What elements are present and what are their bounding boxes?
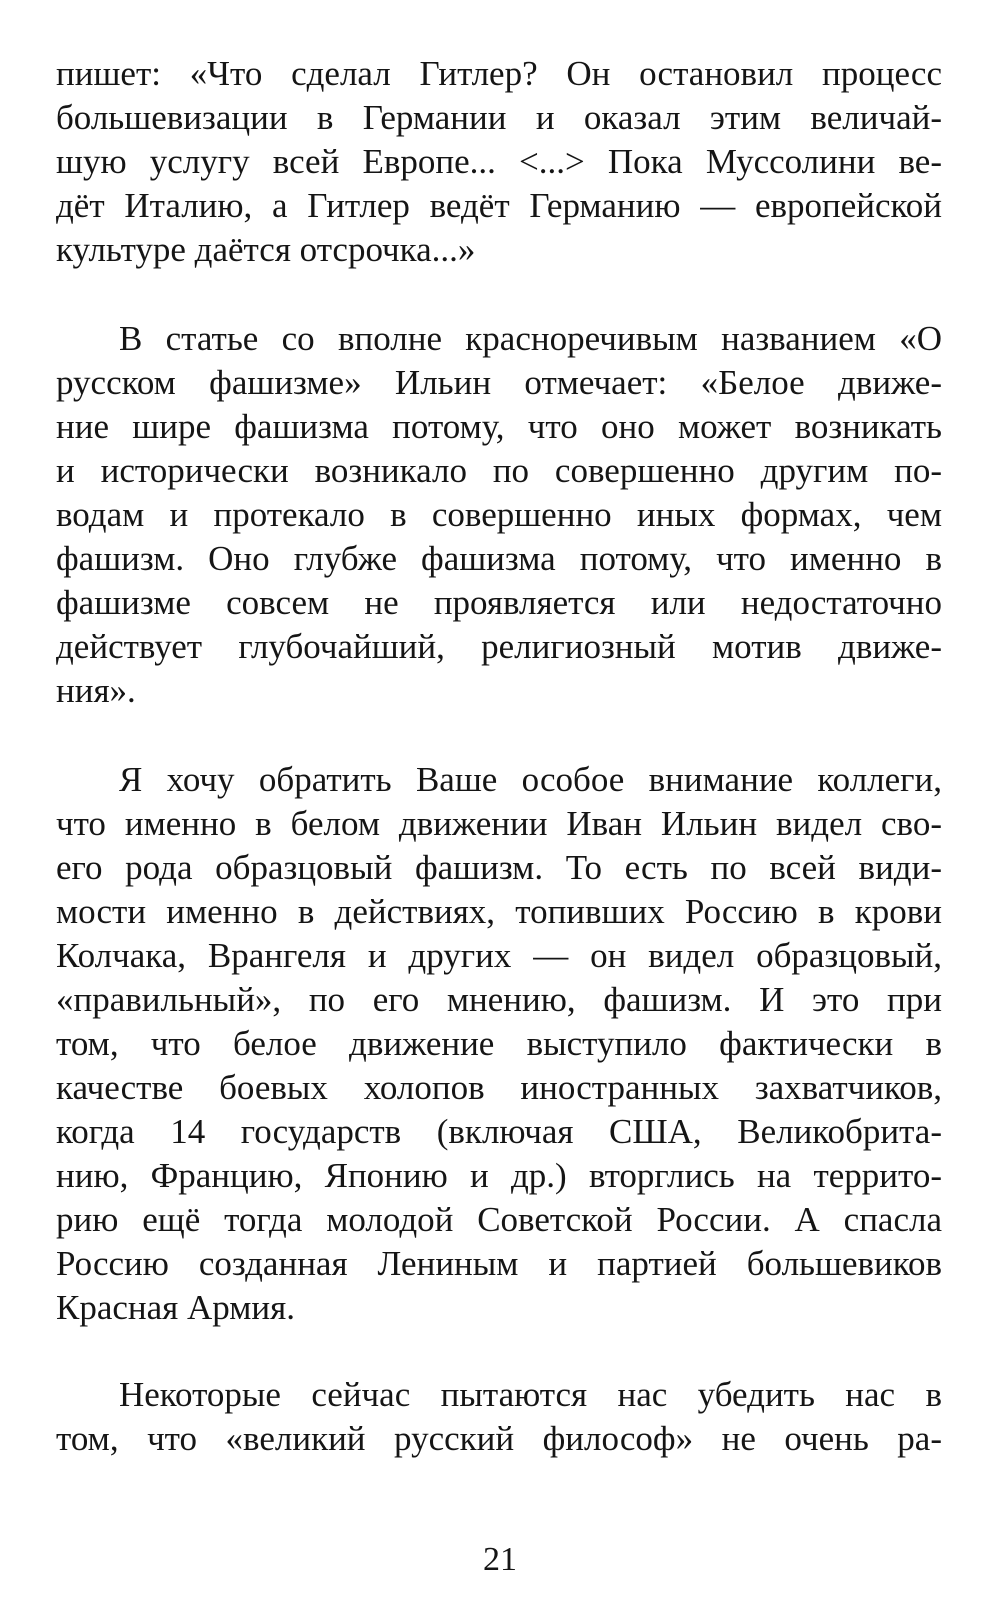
text-line: нию, Францию, Японию и др.) вторглись на террито- bbox=[56, 1156, 942, 1195]
text-line: «правильный», по его мнению, фашизм. И это при bbox=[56, 980, 942, 1019]
text-line: ния». bbox=[56, 671, 136, 710]
text-line: качестве боевых холопов иностранных захватчиков, bbox=[56, 1068, 942, 1107]
text-line: и исторически возникало по совершенно другим по- bbox=[56, 451, 942, 490]
page-number: 21 bbox=[483, 1541, 517, 1578]
text-line: том, что «великий русский философ» не очень ра- bbox=[56, 1419, 942, 1458]
text-line: что именно в белом движении Иван Ильин видел сво- bbox=[56, 804, 942, 843]
text-line: Колчака, Врангеля и других — он видел образцовый, bbox=[56, 936, 942, 975]
text-line: В статье со вполне красноречивым названием «О bbox=[119, 319, 942, 358]
text-line: Я хочу обратить Ваше особое внимание коллеги, bbox=[119, 760, 942, 799]
text-line: водам и протекало в совершенно иных формах, чем bbox=[56, 495, 942, 534]
text-line: русском фашизме» Ильин отмечает: «Белое движе- bbox=[56, 363, 942, 402]
text-line: шую услугу всей Европе... <...> Пока Муссолини ве- bbox=[56, 142, 942, 181]
text-line: Россию созданная Лениным и партией большевиков bbox=[56, 1244, 942, 1283]
text-line: Красная Армия. bbox=[56, 1288, 296, 1327]
text-line: дёт Италию, а Гитлер ведёт Германию — европейской bbox=[56, 186, 942, 225]
text-line: пишет: «Что сделал Гитлер? Он остановил процесс bbox=[56, 54, 942, 93]
text-line: рию ещё тогда молодой Советской России. А спасла bbox=[56, 1200, 942, 1239]
text-line: культуре даётся отсрочка...» bbox=[56, 230, 476, 269]
text-line: фашизме совсем не проявляется или недостаточно bbox=[56, 583, 942, 622]
text-line: мости именно в действиях, топивших Россию в крови bbox=[56, 892, 942, 931]
text-line: ние шире фашизма потому, что оно может возникать bbox=[56, 407, 942, 446]
text-line: фашизм. Оно глубже фашизма потому, что именно в bbox=[56, 539, 942, 578]
text-line: его рода образцовый фашизм. То есть по всей види- bbox=[56, 848, 942, 887]
text-line: большевизации в Германии и оказал этим величай- bbox=[56, 98, 942, 137]
text-line: Некоторые сейчас пытаются нас убедить нас в bbox=[119, 1375, 942, 1414]
text-line: действует глубочайший, религиозный мотив движе- bbox=[56, 627, 942, 666]
text-line: том, что белое движение выступило фактически в bbox=[56, 1024, 942, 1063]
text-line: когда 14 государств (включая США, Великобрита- bbox=[56, 1112, 942, 1151]
